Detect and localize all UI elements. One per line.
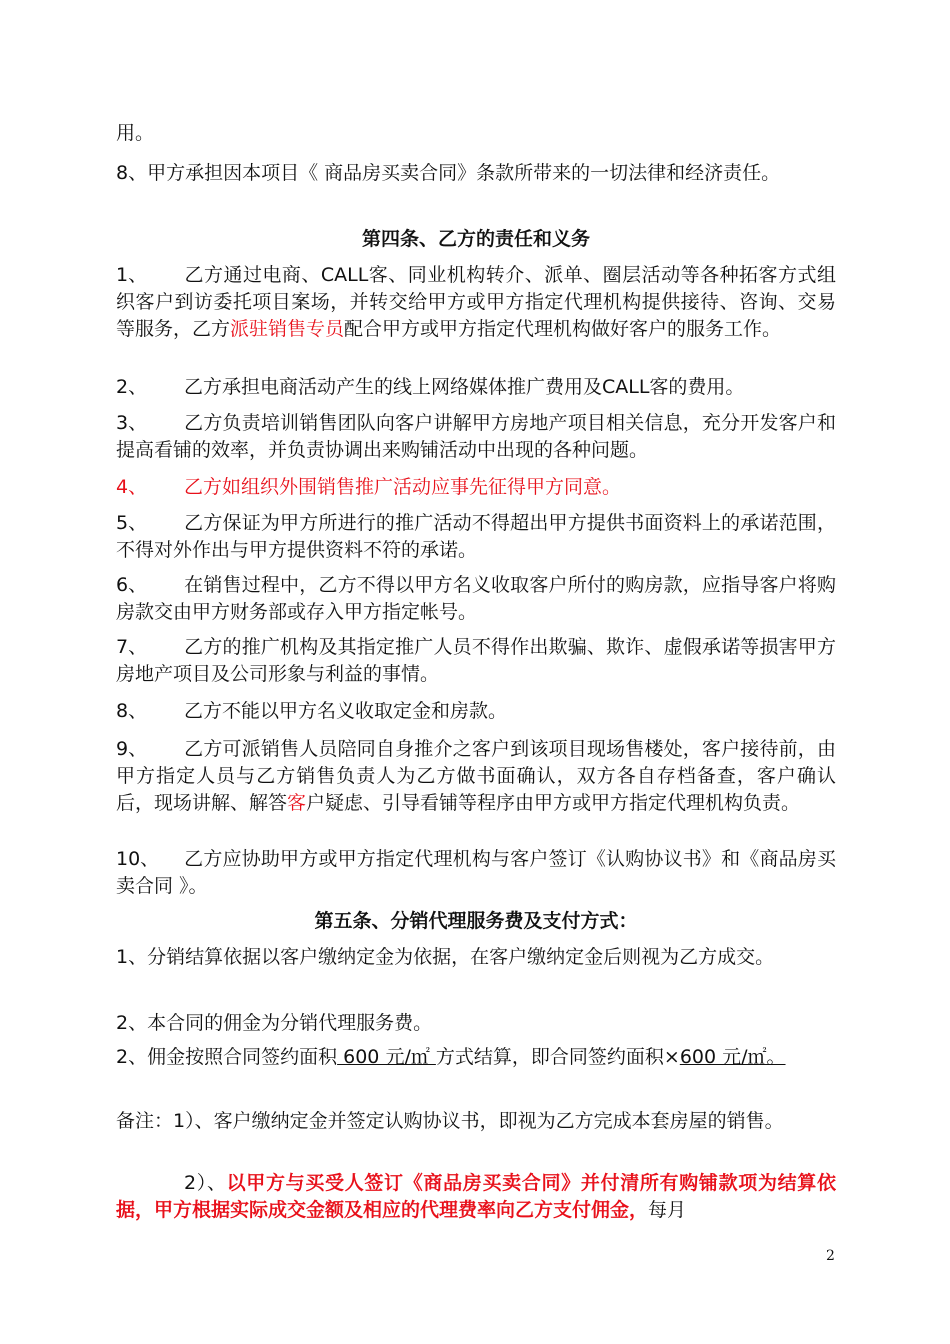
item-3-number: 3、 xyxy=(116,412,148,434)
item-4-number: 4、 xyxy=(116,476,148,498)
item-9-text-a: 乙方可派销售人员陪同自身推介之客户到该项目现场售楼处，客户接待前，由甲方指定人员与乙方销售负责人为乙方做书面确认，双方各自存档备查，客户确认后，现场讲解、解答 xyxy=(116,738,836,814)
section-5-paragraph-3 xyxy=(116,1044,836,1071)
item-6-text: 在销售过程中，乙方不得以甲方名义收取客户所付的购房款，应指导客户将购房款交由甲方财务部或存入甲方指定帐号。 xyxy=(116,574,836,623)
item-10-text: 乙方应协助甲方或甲方指定代理机构与客户签订《认购协议书》和《商品房买卖合同 》。 xyxy=(116,848,836,897)
commission-rate-underlined: 600 元/㎡ xyxy=(337,1046,436,1068)
item-1-text-a: 乙方通过电商、CALL客、同业机构转介、派单、圈层活动等各种拓客方式组织客户到访委托项目案场，并转交给甲方或甲方指定代理机构提供接待、咨询、交易等服务，乙方 xyxy=(116,264,836,340)
item-1-number: 1、 xyxy=(116,264,148,286)
item-8-number: 8、 xyxy=(116,700,148,722)
item-4-text: 乙方如组织外围销售推广活动应事先征得甲方同意。 xyxy=(184,476,622,498)
item-2 xyxy=(116,374,836,401)
item-10 xyxy=(116,846,836,900)
item-7-number: 7、 xyxy=(116,636,148,658)
item-1-text-red: 派驻销售专员 xyxy=(230,318,345,340)
paragraph-continuation: 用。 xyxy=(116,122,155,144)
item-2-text: 乙方承担电商活动产生的线上网络媒体推广费用及CALL客的费用。 xyxy=(184,376,745,398)
note-2-tail: 每月 xyxy=(648,1199,687,1221)
item-5-text: 乙方保证为甲方所进行的推广活动不得超出甲方提供书面资料上的承诺范围，不得对外作出与甲方提供资料不符的承诺。 xyxy=(116,512,836,561)
item-1-text-b: 配合甲方或甲方指定代理机构做好客户的服务工作。 xyxy=(344,318,782,340)
section-5-paragraph-1: 1、分销结算依据以客户缴纳定金为依据，在客户缴纳定金后则视为乙方成交。 xyxy=(116,946,775,968)
item-4 xyxy=(116,474,836,501)
commission-text-b: 方式结算，即合同签约面积× xyxy=(435,1046,680,1068)
item-8-text: 乙方不能以甲方名义收取定金和房款。 xyxy=(184,700,508,722)
section-5-title: 第五条、分销代理服务费及支付方式： xyxy=(314,910,638,932)
item-9 xyxy=(116,736,836,817)
item-7-text: 乙方的推广机构及其指定推广人员不得作出欺骗、欺诈、虚假承诺等损害甲方房地产项目及公司形象与利益的事情。 xyxy=(116,636,836,685)
item-8 xyxy=(116,698,836,725)
item-9-number: 9、 xyxy=(116,738,148,760)
item-9-text-red: 客 xyxy=(287,792,307,814)
item-3-text: 乙方负责培训销售团队向客户讲解甲方房地产项目相关信息，充分开发客户和提高看铺的效率，并负责协调出来购铺活动中出现的各种问题。 xyxy=(116,412,836,461)
item-5 xyxy=(116,510,836,564)
note-2-red-text: 以甲方与买受人签订《商品房买卖合同》并付清所有购铺款项为结算依据，甲方根据实际成交金额及相应的代理费率向乙方支付佣金， xyxy=(116,1172,836,1221)
item-5-number: 5、 xyxy=(116,512,148,534)
paragraph-clause-8: 8、甲方承担因本项目《 商品房买卖合同》条款所带来的一切法律和经济责任。 xyxy=(116,162,781,184)
commission-rate-underlined-2: 600 元/㎡。 xyxy=(679,1046,786,1068)
page-number: 2 xyxy=(826,1248,835,1264)
item-6-number: 6、 xyxy=(116,574,148,596)
commission-text-a: 2、佣金按照合同签约面积 xyxy=(116,1046,338,1068)
section-5-note: 备注：1）、客户缴纳定金并签定认购协议书，即视为乙方完成本套房屋的销售。 xyxy=(116,1110,784,1132)
item-1 xyxy=(116,262,836,343)
item-3 xyxy=(116,410,836,464)
item-2-number: 2、 xyxy=(116,376,148,398)
section-5-note-2 xyxy=(116,1170,836,1224)
section-5-paragraph-2: 2、本合同的佣金为分销代理服务费。 xyxy=(116,1012,433,1034)
note-2-prefix: 2）、 xyxy=(184,1172,227,1194)
section-4-title: 第四条、乙方的责任和义务 xyxy=(361,228,590,250)
item-7 xyxy=(116,634,836,688)
item-9-text-b: 户疑虑、引导看铺等程序由甲方或甲方指定代理机构负责。 xyxy=(306,792,801,814)
item-6 xyxy=(116,572,836,626)
item-10-number: 10、 xyxy=(116,848,160,870)
